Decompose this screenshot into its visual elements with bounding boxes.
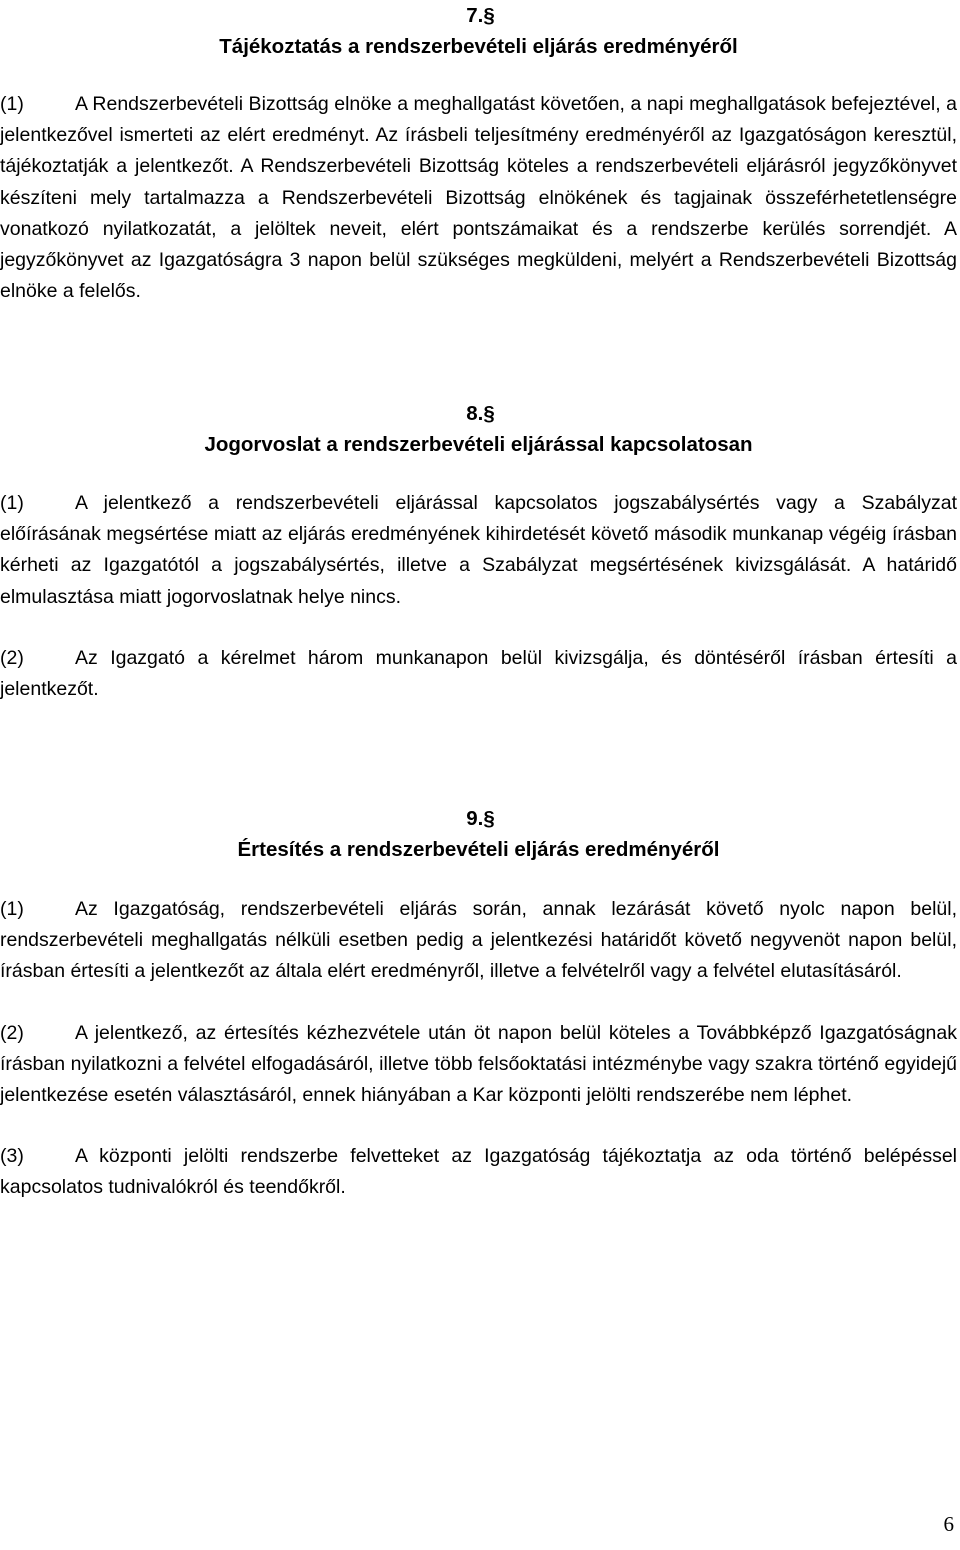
section-9 (0, 803, 957, 1204)
page-number: 6 (943, 1512, 954, 1536)
paragraph-number: (1) (0, 492, 24, 514)
paragraph-number: (1) (0, 898, 24, 920)
paragraph-text: Az Igazgatóság, rendszerbevételi eljárás során, annak lezárását követő nyolc napon belül, rendszerbevételi meghallgatás nélküli esetben pedig a jelentkezési határidőt követő negyvenöt napon belül, írásban értesíti a jelentkezőt az általa elért eredményről, illetve a felvételről vagy a felvétel elutasításáról. (0, 898, 957, 983)
paragraph (0, 643, 957, 705)
paragraph (0, 1141, 957, 1203)
section-number: 7.§ (466, 4, 495, 27)
paragraph-number: (3) (0, 1145, 24, 1168)
section-8 (0, 398, 957, 705)
section-number: 8.§ (466, 402, 495, 425)
paragraph-text: A Rendszerbevételi Bizottság elnöke a meghallgatást követően, a napi meghallgatások befejeztével, a jelentkezővel ismerteti az elért eredményt. Az írásbeli teljesítmény eredményéről az Igazgatóságon keresztül, tájékoztatják a jelentkezőt. A Rendszerbevételi Bizottság köteles a rendszerbevételi eljárásról jegyzőkönyvet készíteni mely tartalmazza a Rendszerbevételi Bizottság elnökének és tagjainak összeférhetetlenségre vonatkozó nyilatkozatát, a jelöltek neveit, elért pontszámaikat és a rendszerbe kerülés sorrendjét. A jegyzőkönyvet az Igazgatóságra 3 napon belül szükséges megküldeni, melyért a Rendszerbevételi Bizottság elnöke a felelős. (0, 93, 957, 303)
paragraph-text: Az Igazgató a kérelmet három munkanapon belül kivizsgálja, és döntéséről írásban értesíti a jelentkezőt. (0, 646, 957, 701)
paragraph (0, 488, 957, 613)
paragraph-text: A központi jelölti rendszerbe felvetteket az Igazgatóság tájékoztatja az oda történő belépéssel kapcsolatos tudnivalókról és teendőkről. (0, 1145, 957, 1199)
paragraph-text: A jelentkező, az értesítés kézhezvétele után öt napon belül köteles a Továbbképző Igazgatóságnak írásban nyilatkozni a felvétel elfogadásáról, illetve több felsőoktatási intézménybe vagy szakra történő egyidejű jelentkezése esetén választásáról, ennek hiányában a Kar központi jelölti rendszerébe nem léphet. (0, 1021, 957, 1107)
paragraph-number: (1) (0, 93, 24, 115)
section-number: 9.§ (466, 807, 495, 830)
section-7 (0, 0, 957, 307)
paragraph-text: A jelentkező a rendszerbevételi eljárással kapcsolatos jogszabálysértés vagy a Szabályzat előírásának megsértése miatt az eljárás eredményének kihirdetését követő második munkanap végéig írásban kérheti az Igazgatótól a jogszabálysértés, illetve a Szabályzat megsértésének kivizsgálását. A határidő elmulasztása miatt jogorvoslatnak helye nincs. (0, 492, 957, 608)
paragraph (0, 89, 957, 307)
paragraph (0, 894, 957, 988)
section-title: Tájékoztatás a rendszerbevételi eljárás eredményéről (219, 35, 738, 58)
section-title: Jogorvoslat a rendszerbevételi eljárással kapcsolatosan (204, 433, 753, 456)
paragraph-number: (2) (0, 1021, 24, 1044)
section-title: Értesítés a rendszerbevételi eljárás eredményéről (237, 838, 720, 861)
paragraph (0, 1018, 957, 1112)
paragraph-number: (2) (0, 646, 24, 669)
